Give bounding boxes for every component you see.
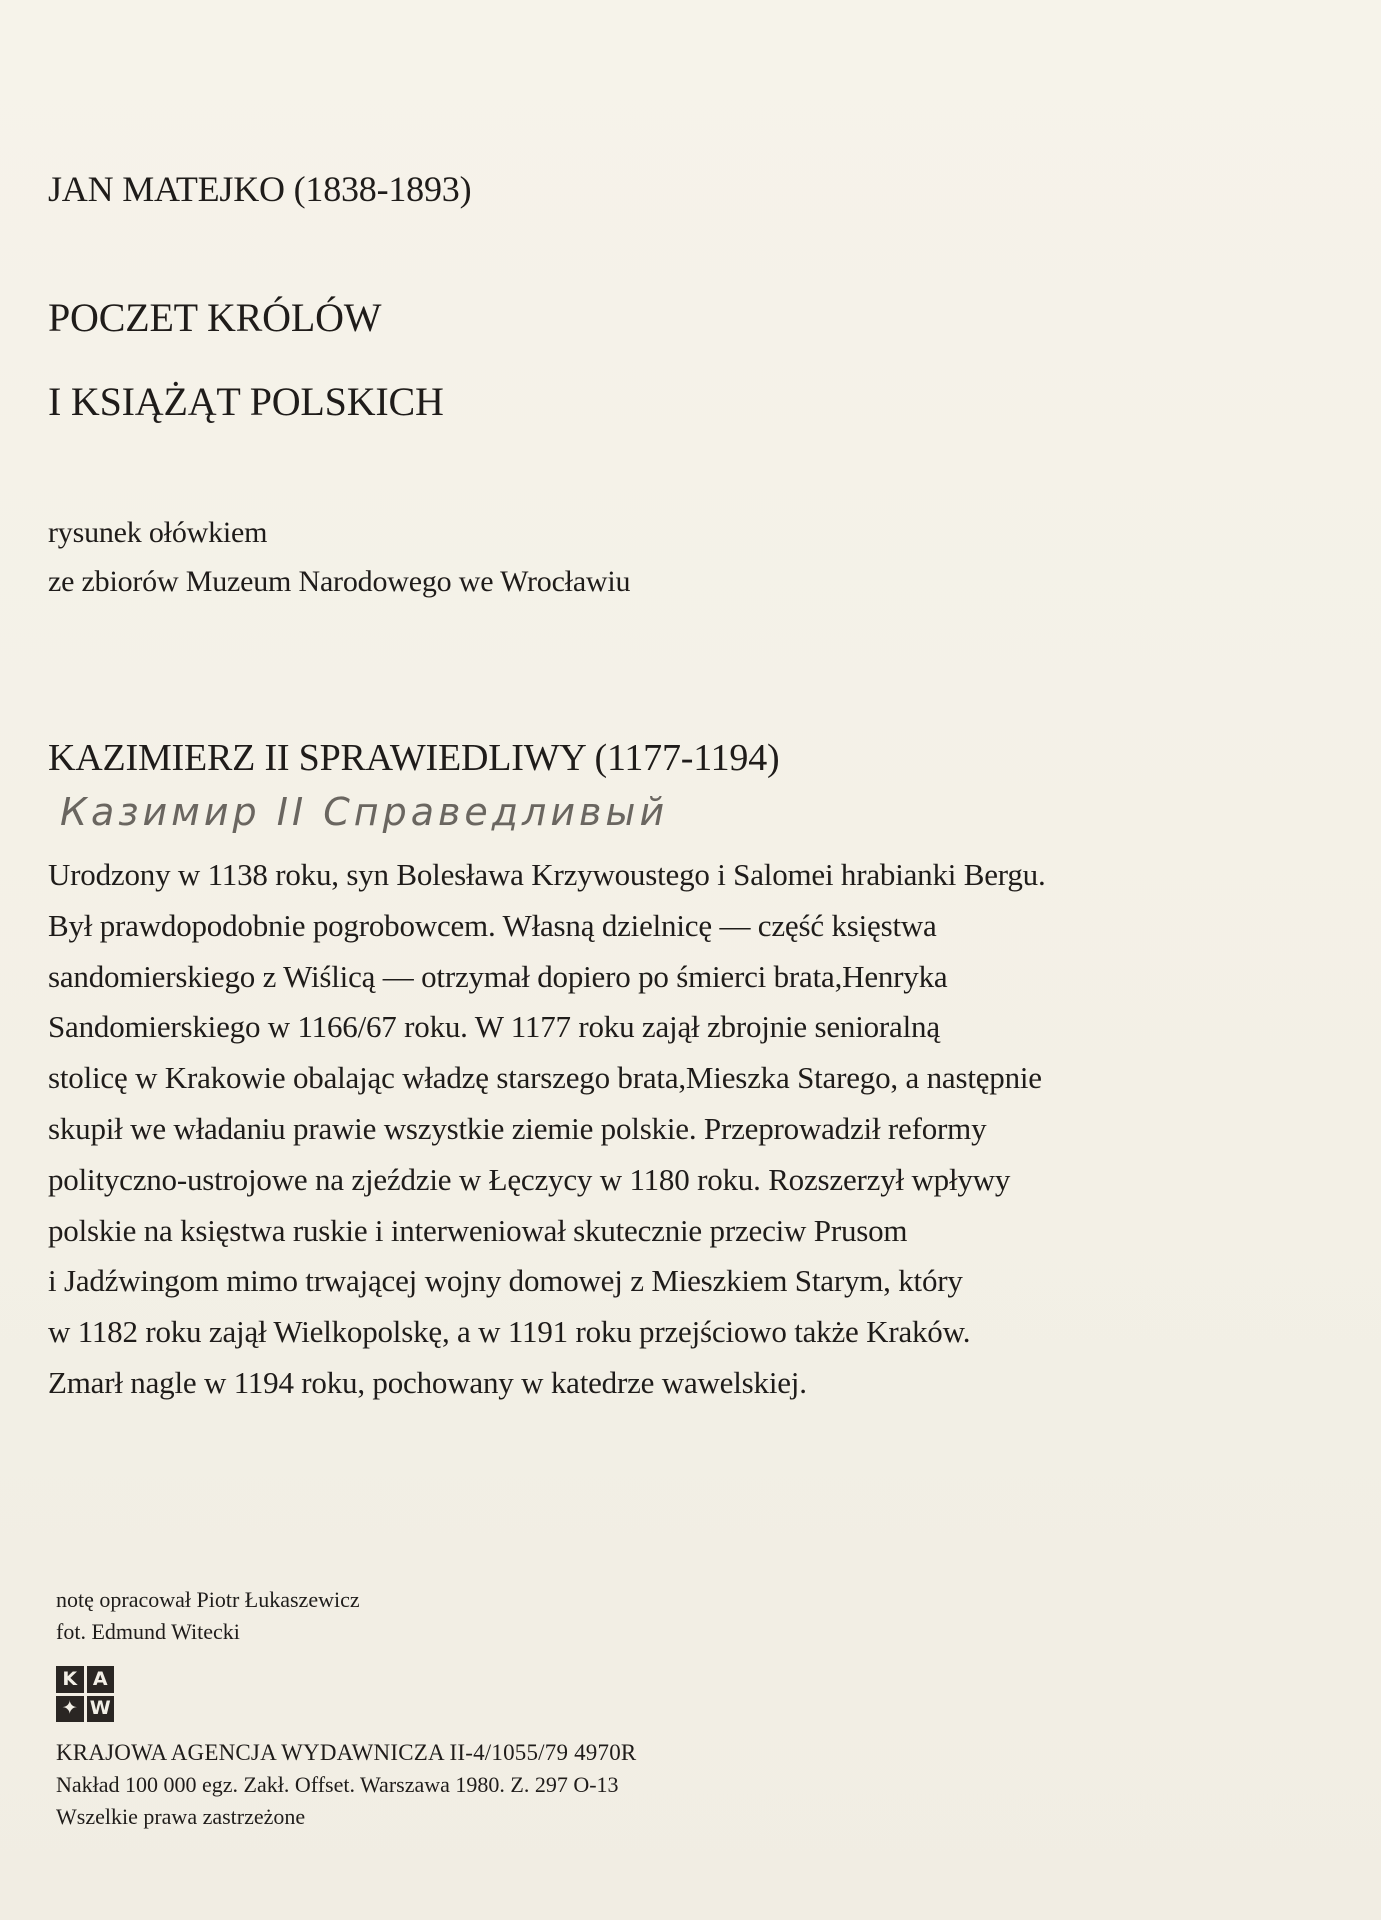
imprint <box>56 1737 636 1833</box>
biography-line: i Jadźwingom mimo trwającej wojny domowej z Mieszkiem Starym, który <box>48 1263 963 1299</box>
title-line-2: I KSIĄŻĄT POLSKICH <box>48 379 444 424</box>
credits <box>56 1584 360 1648</box>
biography-line: Był prawdopodobnie pogrobowcem. Własną dzielnicę — część księstwa <box>48 907 937 943</box>
note-author: notę opracował Piotr Łukaszewicz <box>56 1587 360 1612</box>
title-line-1: POCZET KRÓLÓW <box>48 295 382 340</box>
biography-line: skupił we władaniu prawie wszystkie ziemie polskie. Przeprowadził reformy <box>48 1110 987 1146</box>
logo-letter: A <box>87 1666 115 1693</box>
ruler-heading: KAZIMIERZ II SPRAWIEDLIWY (1177-1194) <box>48 737 780 779</box>
subtitle-line-2: ze zbiorów Muzeum Narodowego we Wrocławiu <box>48 565 631 598</box>
biography-line: stolicę w Krakowie obalając władzę starszego brata,Mieszka Starego, a następnie <box>48 1060 1042 1096</box>
imprint-print-run: Nakład 100 000 egz. Zakł. Offset. Warszawa 1980. Z. 297 O-13 <box>56 1772 619 1797</box>
publisher-logo-icon <box>56 1666 114 1722</box>
biography-line: sandomierskiego z Wiślicą — otrzymał dopiero po śmierci brata,Henryka <box>48 958 948 994</box>
biography-line: polskie na księstwa ruskie i interweniował skutecznie przeciw Prusom <box>48 1212 908 1248</box>
biography-line: Zmarł nagle w 1194 roku, pochowany w katedrze wawelskiej. <box>48 1364 807 1400</box>
biography-line: w 1182 roku zajął Wielkopolskę, a w 1191 roku przejściowo także Kraków. <box>48 1314 971 1350</box>
handwritten-note: Казимир II Справедливый <box>60 790 669 834</box>
logo-letter: K <box>56 1666 84 1693</box>
logo-letter: W <box>87 1696 115 1723</box>
logo-letter: ✦ <box>56 1696 84 1723</box>
biography-line: Urodzony w 1138 roku, syn Bolesława Krzywoustego i Salomei hrabianki Bergu. <box>48 857 1046 892</box>
author-heading: JAN MATEJKO (1838-1893) <box>48 169 472 209</box>
biography-line: Sandomierskiego w 1166/67 roku. W 1177 roku zajął zbrojnie senioralną <box>48 1009 940 1045</box>
biography <box>48 850 1268 1409</box>
imprint-publisher: KRAJOWA AGENCJA WYDAWNICZA II-4/1055/79 4970R <box>56 1740 637 1765</box>
photo-credit: fot. Edmund Witecki <box>56 1619 240 1644</box>
biography-line: polityczno-ustrojowe na zjeździe w Łęczycy w 1180 roku. Rozszerzył wpływy <box>48 1161 1011 1197</box>
subtitle-line-1: rysunek ołówkiem <box>48 516 268 549</box>
imprint-rights: Wszelkie prawa zastrzeżone <box>56 1804 306 1829</box>
